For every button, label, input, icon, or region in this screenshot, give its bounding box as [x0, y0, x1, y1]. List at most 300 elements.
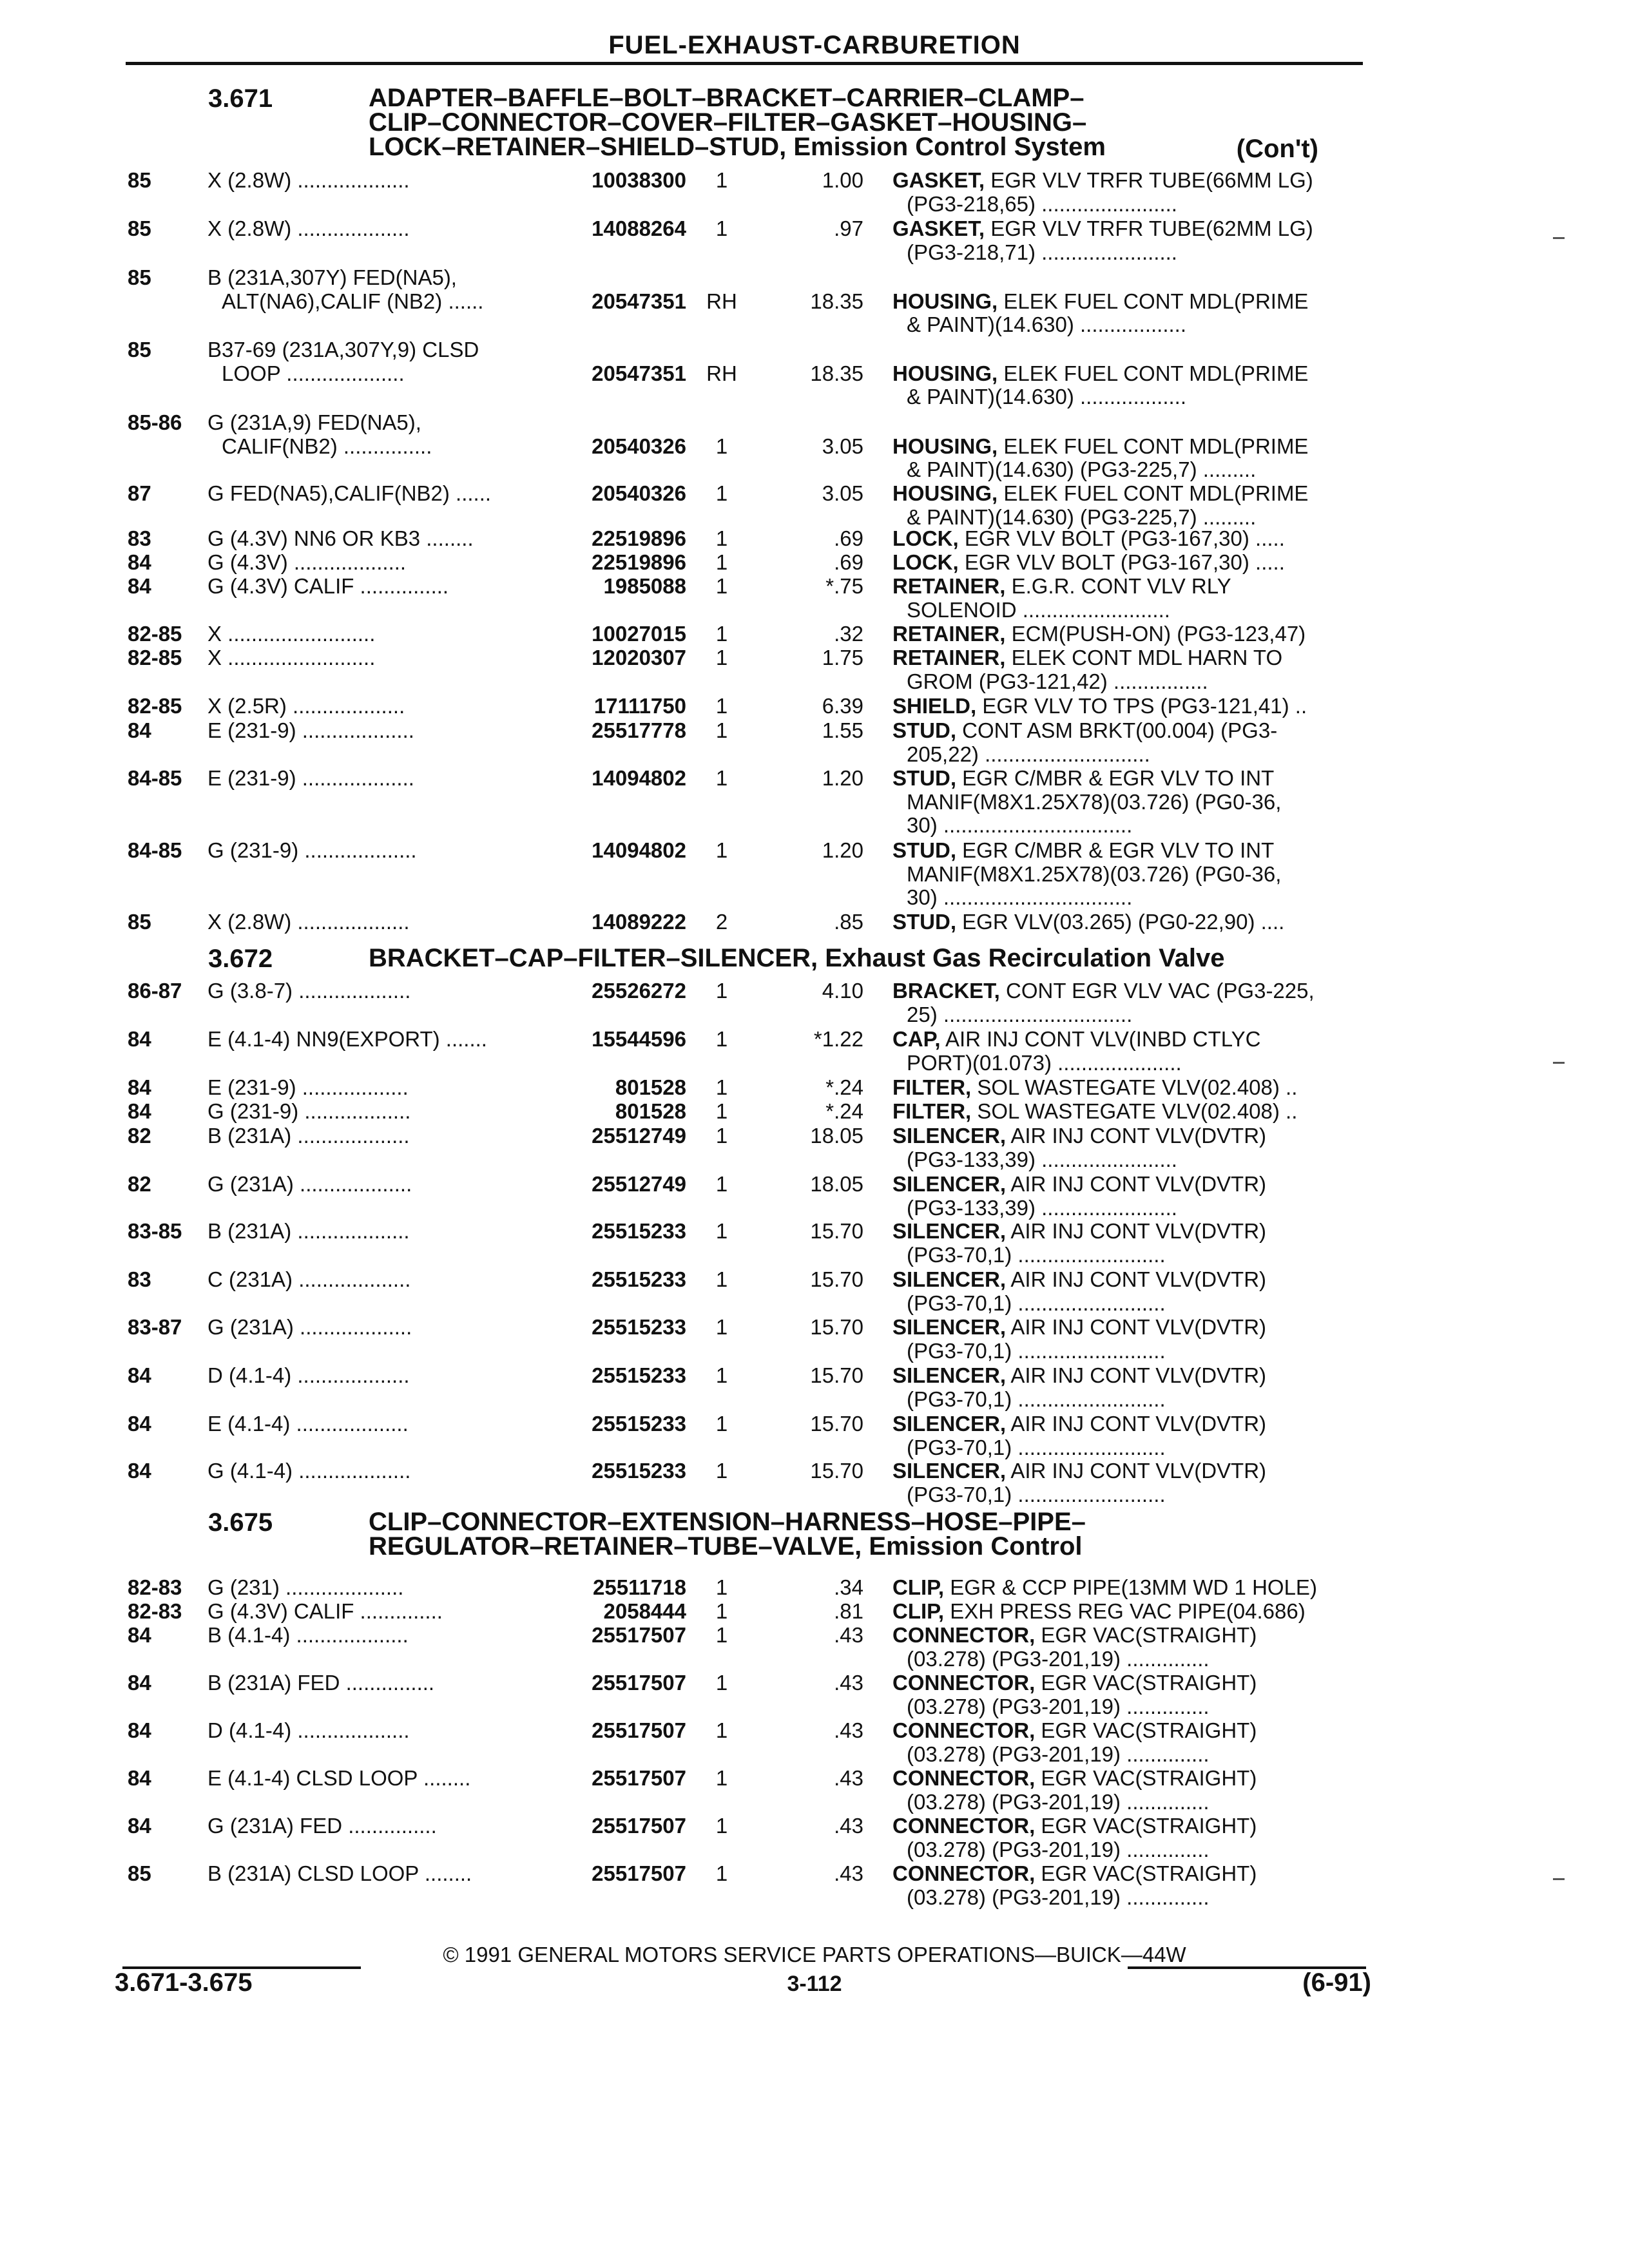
part-name: STUD,: [892, 910, 956, 934]
part-description: [892, 1719, 1366, 1766]
price: .32: [834, 622, 863, 646]
model-year: 85: [128, 168, 151, 192]
quantity: 1: [715, 1363, 728, 1387]
model-year: 84: [128, 1671, 151, 1695]
part-description: [892, 1316, 1366, 1363]
model-year: 84-85: [128, 766, 182, 790]
model-year: 84: [128, 550, 151, 574]
footer-copyright: © 1991 GENERAL MOTORS SERVICE PARTS OPERATIONS—BUICK—44W: [443, 1943, 1186, 1966]
margin-mark: [1553, 1878, 1565, 1880]
part-name: LOCK,: [892, 551, 959, 574]
part-number: 20547351: [592, 289, 686, 313]
part-description: [892, 435, 1366, 482]
application-condition: [207, 338, 559, 385]
part-description: [892, 575, 1366, 622]
price: .97: [834, 216, 863, 240]
model-year: 82-85: [128, 646, 182, 669]
description-line: & PAINT)(14.630) ..................: [907, 385, 1187, 408]
condition-line: G FED(NA5),CALIF(NB2) ......: [207, 482, 492, 505]
price: .43: [834, 1623, 863, 1647]
part-number: 25515233: [592, 1363, 686, 1387]
model-year: 84: [128, 1718, 151, 1742]
part-description: [892, 1100, 1366, 1124]
model-year: 84: [128, 1099, 151, 1123]
quantity: RH: [706, 289, 737, 313]
quantity: 1: [715, 1861, 728, 1885]
description-line: MANIF(M8X1.25X78)(03.726) (PG0-36,: [907, 861, 1282, 886]
footer-date-code: (6-91): [1302, 1968, 1371, 1997]
margin-mark: [1553, 1062, 1565, 1064]
condition-line: X .........................: [207, 622, 376, 646]
part-name: CAP,: [892, 1028, 941, 1051]
part-name: SILENCER,: [892, 1173, 1007, 1196]
section-title-line: REGULATOR–RETAINER–TUBE–VALVE, Emission Control: [369, 1532, 1083, 1561]
quantity: 1: [715, 1219, 728, 1243]
price: .43: [834, 1814, 863, 1838]
part-number: 10038300: [592, 168, 686, 192]
condition-line: G (4.3V) CALIF ...............: [207, 575, 449, 598]
condition-line: G (4.3V) NN6 OR KB3 ........: [207, 527, 474, 550]
part-number: 25517507: [592, 1861, 686, 1885]
price: .43: [834, 1766, 863, 1790]
price: *1.22: [813, 1027, 863, 1051]
model-year: 82-83: [128, 1599, 182, 1623]
price: 6.39: [822, 694, 863, 718]
description-line: CONNECTOR, EGR VAC(STRAIGHT): [892, 1719, 1257, 1742]
model-year: 83-87: [128, 1315, 182, 1339]
part-description: [892, 1671, 1366, 1718]
part-name: SILENCER,: [892, 1124, 1007, 1148]
part-description: [892, 1767, 1366, 1814]
description-line: SILENCER, AIR INJ CONT VLV(DVTR): [892, 1412, 1267, 1436]
part-description: [892, 1576, 1366, 1600]
part-description: [892, 482, 1366, 529]
part-description: [892, 551, 1366, 575]
application-condition: [207, 695, 559, 718]
quantity: 1: [715, 1124, 728, 1148]
description-line: 30) ................................: [907, 813, 1133, 837]
section-continued-label: (Con't): [1236, 135, 1318, 163]
application-condition: [207, 839, 559, 863]
description-line: SILENCER, AIR INJ CONT VLV(DVTR): [892, 1124, 1267, 1148]
model-year: 84: [128, 1363, 151, 1387]
description-line: CONNECTOR, EGR VAC(STRAIGHT): [892, 1767, 1257, 1790]
application-condition: [207, 1719, 559, 1743]
description-line: & PAINT)(14.630) ..................: [907, 312, 1187, 336]
part-number: 14089222: [592, 910, 686, 934]
part-description: [892, 1028, 1366, 1075]
price: .43: [834, 1861, 863, 1885]
part-number: 14094802: [592, 838, 686, 862]
quantity: 1: [715, 481, 728, 505]
section-title-line: LOCK–RETAINER–SHIELD–STUD, Emission Control System: [369, 133, 1106, 161]
application-condition: [207, 1173, 559, 1196]
description-line: RETAINER, E.G.R. CONT VLV RLY: [892, 575, 1231, 598]
description-line: (PG3-70,1) .........................: [907, 1338, 1166, 1363]
part-name: FILTER,: [892, 1100, 972, 1123]
condition-line: E (231-9) ..................: [207, 1076, 409, 1099]
description-line: & PAINT)(14.630) (PG3-225,7) .........: [907, 505, 1257, 529]
model-year: 82-83: [128, 1575, 182, 1599]
application-condition: [207, 1412, 559, 1436]
part-name: CONNECTOR,: [892, 1671, 1036, 1695]
description-line: (PG3-70,1) .........................: [907, 1242, 1166, 1267]
model-year: 85: [128, 910, 151, 934]
quantity: 1: [715, 434, 728, 458]
price: 1.75: [822, 646, 863, 669]
part-name: CONNECTOR,: [892, 1814, 1036, 1838]
model-year: 85: [128, 216, 151, 240]
quantity: 1: [715, 1766, 728, 1790]
part-number: 25515233: [592, 1412, 686, 1436]
quantity: 1: [715, 216, 728, 240]
part-description: [892, 1268, 1366, 1315]
part-description: [892, 767, 1366, 838]
part-description: [892, 695, 1366, 718]
application-condition: [207, 1076, 559, 1100]
part-description: [892, 1814, 1366, 1861]
description-line: (PG3-218,71) .......................: [907, 240, 1177, 264]
description-line: STUD, EGR C/MBR & EGR VLV TO INT: [892, 767, 1275, 790]
part-name: HOUSING,: [892, 434, 998, 458]
condition-line: B (231A) CLSD LOOP ........: [207, 1862, 472, 1885]
section-title: [369, 946, 1348, 970]
quantity: 1: [715, 1412, 728, 1436]
application-condition: [207, 910, 559, 934]
price: *.24: [825, 1099, 863, 1123]
part-number: 22519896: [592, 550, 686, 574]
description-line: (PG3-218,65) .......................: [907, 191, 1177, 216]
application-condition: [207, 575, 559, 599]
price: 18.35: [810, 361, 863, 385]
description-line: FILTER, SOL WASTEGATE VLV(02.408) ..: [892, 1076, 1298, 1099]
part-name: BRACKET,: [892, 979, 1000, 1003]
condition-line: B (231A) FED ...............: [207, 1671, 435, 1695]
application-condition: [207, 1364, 559, 1388]
description-line: 30) ................................: [907, 885, 1133, 909]
condition-line: B (4.1-4) ...................: [207, 1624, 409, 1647]
quantity: 1: [715, 526, 728, 550]
price: 15.70: [810, 1459, 863, 1483]
description-line: GASKET, EGR VLV TRFR TUBE(66MM LG): [892, 169, 1313, 192]
section-number: 3.671: [208, 84, 273, 113]
description-line: HOUSING, ELEK FUEL CONT MDL(PRIME: [892, 434, 1309, 458]
section-number: 3.672: [208, 945, 273, 973]
part-number: 25517507: [592, 1671, 686, 1695]
part-name: SILENCER,: [892, 1268, 1007, 1291]
part-description: [892, 646, 1366, 693]
description-line: (PG3-70,1) .........................: [907, 1387, 1166, 1411]
application-condition: [207, 1268, 559, 1292]
part-number: 801528: [615, 1099, 686, 1123]
margin-mark: [1553, 237, 1565, 239]
part-number: 25517507: [592, 1814, 686, 1838]
part-name: STUD,: [892, 767, 956, 790]
part-name: HOUSING,: [892, 289, 998, 313]
model-year: 82: [128, 1172, 151, 1196]
model-year: 85: [128, 1861, 151, 1885]
quantity: 1: [715, 1172, 728, 1196]
part-number: 25515233: [592, 1459, 686, 1483]
part-name: CONNECTOR,: [892, 1624, 1036, 1647]
part-number: 25512749: [592, 1172, 686, 1196]
description-line: LOCK, EGR VLV BOLT (PG3-167,30) .....: [892, 527, 1285, 550]
condition-line: G (231-9) ...................: [207, 839, 417, 862]
condition-line: C (231A) ...................: [207, 1268, 411, 1291]
part-description: [892, 1173, 1366, 1220]
condition-line: G (4.1-4) ...................: [207, 1459, 411, 1483]
price: .69: [834, 550, 863, 574]
application-condition: [207, 1220, 559, 1244]
part-name: SILENCER,: [892, 1364, 1007, 1387]
model-year: 84: [128, 1412, 151, 1436]
price: .69: [834, 526, 863, 550]
price: 4.10: [822, 979, 863, 1003]
part-name: HOUSING,: [892, 361, 998, 385]
condition-line: E (4.1-4) ...................: [207, 1412, 409, 1436]
section-title-line: CLIP–CONNECTOR–COVER–FILTER–GASKET–HOUSING–: [369, 108, 1087, 137]
condition-line: E (231-9) ...................: [207, 767, 414, 790]
price: 18.05: [810, 1172, 863, 1196]
description-line: CONNECTOR, EGR VAC(STRAIGHT): [892, 1671, 1257, 1695]
application-condition: [207, 622, 559, 646]
description-line: HOUSING, ELEK FUEL CONT MDL(PRIME: [892, 289, 1309, 313]
application-condition: [207, 1316, 559, 1340]
description-line: (PG3-70,1) .........................: [907, 1291, 1166, 1315]
description-line: HOUSING, ELEK FUEL CONT MDL(PRIME: [892, 361, 1309, 385]
description-line: SHIELD, EGR VLV TO TPS (PG3-121,41) ..: [892, 695, 1307, 718]
condition-line: CALIF(NB2) ...............: [222, 434, 432, 458]
part-description: [892, 1862, 1366, 1909]
quantity: 1: [715, 168, 728, 192]
description-line: CLIP, EGR & CCP PIPE(13MM WD 1 HOLE): [892, 1576, 1317, 1599]
condition-line: G (231A) ...................: [207, 1316, 412, 1339]
footer-section-range: 3.671-3.675: [115, 1968, 253, 1997]
part-number: 10027015: [592, 622, 686, 646]
quantity: 1: [715, 1027, 728, 1051]
quantity: 1: [715, 622, 728, 646]
model-year: 82-85: [128, 694, 182, 718]
model-year: 85: [128, 265, 151, 289]
description-line: BRACKET, CONT EGR VLV VAC (PG3-225,: [892, 979, 1315, 1003]
application-condition: [207, 482, 559, 506]
part-name: RETAINER,: [892, 646, 1006, 669]
condition-line: E (4.1-4) CLSD LOOP ........: [207, 1767, 471, 1790]
description-line: MANIF(M8X1.25X78)(03.726) (PG0-36,: [907, 789, 1282, 814]
quantity: 1: [715, 1267, 728, 1291]
part-number: 14088264: [592, 216, 686, 240]
part-name: CONNECTOR,: [892, 1767, 1036, 1790]
condition-line: X (2.5R) ...................: [207, 695, 405, 718]
price: 1.55: [822, 718, 863, 742]
page-header-title: FUEL-EXHAUST-CARBURETION: [608, 31, 1021, 59]
condition-line: D (4.1-4) ...................: [207, 1719, 410, 1742]
part-description: [892, 169, 1366, 216]
part-number: 25515233: [592, 1315, 686, 1339]
description-line: STUD, EGR VLV(03.265) (PG0-22,90) ....: [892, 910, 1285, 934]
part-name: SHIELD,: [892, 695, 977, 718]
application-condition: [207, 527, 559, 551]
part-number: 1985088: [603, 574, 686, 598]
description-line: CONNECTOR, EGR VAC(STRAIGHT): [892, 1624, 1257, 1647]
part-name: CLIP,: [892, 1576, 945, 1599]
description-line: SILENCER, AIR INJ CONT VLV(DVTR): [892, 1268, 1267, 1291]
description-line: STUD, CONT ASM BRKT(00.004) (PG3-: [892, 719, 1278, 742]
part-name: SILENCER,: [892, 1459, 1007, 1483]
description-line: CONNECTOR, EGR VAC(STRAIGHT): [892, 1862, 1257, 1885]
part-number: 12020307: [592, 646, 686, 669]
condition-line: LOOP ....................: [222, 361, 405, 385]
description-line: (PG3-70,1) .........................: [907, 1435, 1166, 1459]
part-number: 25517507: [592, 1623, 686, 1647]
part-number: 20547351: [592, 361, 686, 385]
description-line: CLIP, EXH PRESS REG VAC PIPE(04.686): [892, 1600, 1306, 1623]
quantity: 1: [715, 1599, 728, 1623]
description-line: PORT)(01.073) .....................: [907, 1050, 1182, 1075]
description-line: GROM (PG3-121,42) ................: [907, 669, 1208, 693]
description-line: (03.278) (PG3-201,19) ..............: [907, 1742, 1210, 1766]
model-year: 83: [128, 1267, 151, 1291]
quantity: 2: [715, 910, 728, 934]
footer-page-number: 3-112: [787, 1972, 842, 1996]
condition-line: X (2.8W) ...................: [207, 910, 410, 934]
price: 15.70: [810, 1315, 863, 1339]
part-description: [892, 1459, 1366, 1506]
price: 15.70: [810, 1363, 863, 1387]
description-line: SILENCER, AIR INJ CONT VLV(DVTR): [892, 1173, 1267, 1196]
description-line: 25) ................................: [907, 1002, 1133, 1026]
price: 18.05: [810, 1124, 863, 1148]
price: *.75: [825, 574, 863, 598]
model-year: 84: [128, 718, 151, 742]
price: .34: [834, 1575, 863, 1599]
part-name: RETAINER,: [892, 575, 1006, 598]
part-number: 20540326: [592, 434, 686, 458]
application-condition: [207, 266, 559, 313]
part-description: [892, 1624, 1366, 1671]
part-number: 15544596: [592, 1027, 686, 1051]
part-name: HOUSING,: [892, 482, 998, 505]
condition-line: ALT(NA6),CALIF (NB2) ......: [222, 289, 484, 313]
description-line: GASKET, EGR VLV TRFR TUBE(62MM LG): [892, 217, 1313, 240]
part-name: GASKET,: [892, 169, 985, 192]
description-line: SILENCER, AIR INJ CONT VLV(DVTR): [892, 1316, 1267, 1339]
application-condition: [207, 1814, 559, 1838]
condition-line: D (4.1-4) ...................: [207, 1364, 410, 1387]
condition-line: G (231A,9) FED(NA5),: [207, 411, 421, 434]
description-line: & PAINT)(14.630) (PG3-225,7) .........: [907, 457, 1257, 481]
part-name: STUD,: [892, 719, 956, 742]
quantity: 1: [715, 550, 728, 574]
condition-line: G (231A) FED ...............: [207, 1814, 437, 1838]
section-title-line: BRACKET–CAP–FILTER–SILENCER, Exhaust Gas Recirculation Valve: [369, 944, 1225, 972]
part-description: [892, 290, 1366, 337]
part-number: 25517507: [592, 1718, 686, 1742]
price: 1.20: [822, 766, 863, 790]
part-name: SILENCER,: [892, 1316, 1007, 1339]
application-condition: [207, 767, 559, 791]
part-name: RETAINER,: [892, 622, 1006, 646]
description-line: (PG3-133,39) .......................: [907, 1147, 1177, 1171]
price: 15.70: [810, 1267, 863, 1291]
application-condition: [207, 1459, 559, 1483]
part-name: CLIP,: [892, 1600, 945, 1623]
application-condition: [207, 1624, 559, 1648]
price: 3.05: [822, 481, 863, 505]
application-condition: [207, 1028, 559, 1052]
section-number: 3.675: [208, 1508, 273, 1537]
part-name: STUD,: [892, 839, 956, 862]
condition-line: G (3.8-7) ...................: [207, 979, 411, 1003]
section-title-line: CLIP–CONNECTOR–EXTENSION–HARNESS–HOSE–PIPE–: [369, 1508, 1086, 1536]
part-number: 25515233: [592, 1219, 686, 1243]
part-description: [892, 1124, 1366, 1171]
part-name: SILENCER,: [892, 1412, 1007, 1436]
model-year: 83-85: [128, 1219, 182, 1243]
description-line: LOCK, EGR VLV BOLT (PG3-167,30) .....: [892, 551, 1285, 574]
part-name: CONNECTOR,: [892, 1719, 1036, 1742]
condition-line: G (231) ....................: [207, 1576, 404, 1599]
part-description: [892, 1220, 1366, 1267]
part-description: [892, 362, 1366, 409]
application-condition: [207, 169, 559, 193]
description-line: (03.278) (PG3-201,19) ..............: [907, 1885, 1210, 1909]
part-number: 25517507: [592, 1766, 686, 1790]
quantity: 1: [715, 1718, 728, 1742]
quantity: 1: [715, 574, 728, 598]
quantity: 1: [715, 694, 728, 718]
description-line: SILENCER, AIR INJ CONT VLV(DVTR): [892, 1364, 1267, 1387]
application-condition: [207, 1576, 559, 1600]
model-year: 82-85: [128, 622, 182, 646]
model-year: 86-87: [128, 979, 182, 1003]
application-condition: [207, 1671, 559, 1695]
application-condition: [207, 411, 559, 458]
quantity: 1: [715, 1315, 728, 1339]
description-line: (03.278) (PG3-201,19) ..............: [907, 1694, 1210, 1718]
quantity: 1: [715, 838, 728, 862]
quantity: 1: [715, 1623, 728, 1647]
part-number: 17111750: [593, 694, 686, 718]
model-year: 84: [128, 574, 151, 598]
description-line: (PG3-133,39) .......................: [907, 1195, 1177, 1220]
description-line: CONNECTOR, EGR VAC(STRAIGHT): [892, 1814, 1257, 1838]
part-description: [892, 1600, 1366, 1624]
description-line: (03.278) (PG3-201,19) ..............: [907, 1646, 1210, 1671]
price: 15.70: [810, 1219, 863, 1243]
description-line: HOUSING, ELEK FUEL CONT MDL(PRIME: [892, 482, 1309, 505]
model-year: 85: [128, 338, 151, 361]
model-year: 84: [128, 1766, 151, 1790]
model-year: 82: [128, 1124, 151, 1148]
price: 3.05: [822, 434, 863, 458]
quantity: 1: [715, 979, 728, 1003]
application-condition: [207, 217, 559, 241]
condition-line: E (231-9) ...................: [207, 719, 414, 742]
part-description: [892, 217, 1366, 264]
application-condition: [207, 551, 559, 575]
quantity: 1: [715, 1671, 728, 1695]
quantity: 1: [715, 718, 728, 742]
quantity: 1: [715, 1075, 728, 1099]
part-number: 25511718: [592, 1575, 686, 1599]
part-name: LOCK,: [892, 527, 959, 550]
condition-line: X (2.8W) ...................: [207, 217, 410, 240]
condition-line: X (2.8W) ...................: [207, 169, 410, 192]
section-title: [369, 1510, 1348, 1559]
model-year: 84: [128, 1027, 151, 1051]
price: 15.70: [810, 1412, 863, 1436]
